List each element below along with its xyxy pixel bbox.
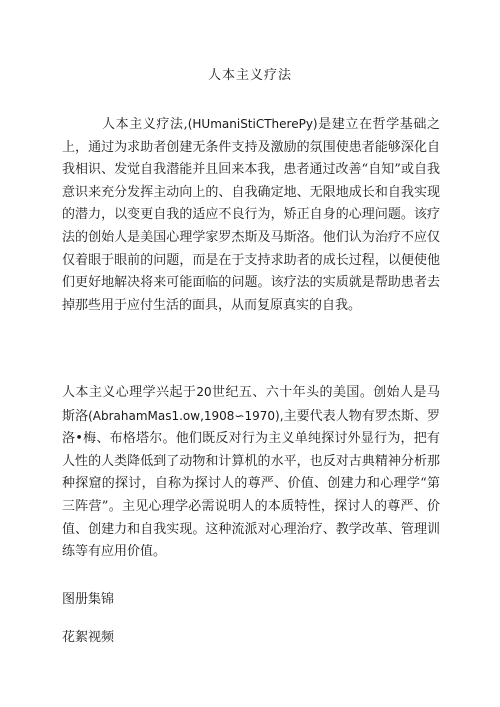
paragraph-1-body: 是建立在哲学基础之上，通过为求助者创建无条件支持及激励的氛围使患者能够深化自我相识、发觉自我潜能并且回来本我，患者通过改善“自知”或自我意识来充分发挥主动向上的、自我确定地、无限地成长和自我实现的潜力，以变更自我的适应不良行为，矫正自身的心理问题。该疗法的创始人是美国心理学家罗杰斯及马斯洛。他们认为治疗不应仅仅着眼于眼前的问题，而是在于支持求助者的成长过程，以便使他们更好地解决将来可能面临的问题。该疗法的实质就是帮助患者去掉那些用于应付生活的面具，从而复原真实的自我。: [62, 117, 440, 313]
paragraph-2-century: 20: [196, 385, 212, 399]
paragraph-2-lead: 人本主义心理学兴起于: [62, 385, 197, 400]
paragraph-1: [62, 113, 440, 317]
video-heading: 花絮视频: [62, 630, 115, 645]
document-title: 人本主义疗法: [207, 68, 292, 83]
paragraph-2: [62, 381, 440, 564]
paragraph-1-lead: 人本主义疗法,: [102, 117, 188, 132]
gallery-heading: 图册集锦: [62, 592, 115, 607]
paragraph-1-term: (HUmaniStiCTherePy): [187, 117, 318, 131]
paragraph-2-name: (AbrahamMas1.ow,1908∽1970),: [88, 408, 284, 423]
paragraph-2-body: 主要代表人物有罗杰斯、罗洛•梅、布格塔尔。他们既反对行为主义单纯探讨外显行为，把有人性的人类降低到了动物和计算机的水平，也反对古典精神分析那种探窟的探讨，自称为探讨人的尊严、价值、创建力和心理学“第三阵营”。主见心理学必需说明人的本质特性，探讨人的尊严、价值、创建力和自我实现。这种流派对心理治疗、教学改革、管理训练等有应用价值。: [62, 408, 440, 560]
paragraph-2-mid: 世纪五、六十年头的美国。创始人是马斯洛: [62, 385, 440, 424]
